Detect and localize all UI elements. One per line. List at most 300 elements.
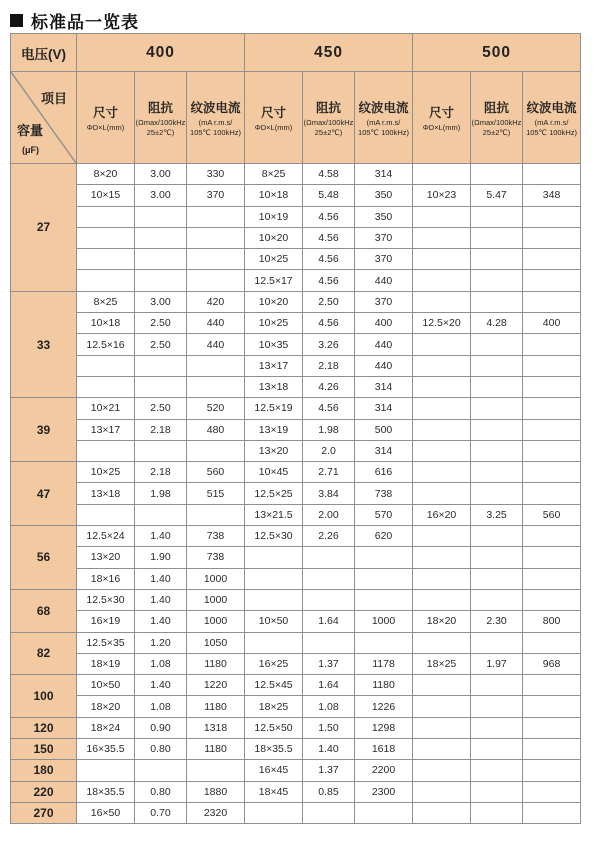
impedance-cell: 2.71 <box>303 462 355 483</box>
impedance-cell: 2.30 <box>471 611 523 632</box>
ripple-cell: 616 <box>355 462 413 483</box>
ripple-cell: 420 <box>187 291 245 312</box>
ripple-cell <box>523 781 581 802</box>
ripple-cell <box>187 249 245 270</box>
impedance-cell <box>135 376 187 397</box>
size-header-450: 尺寸 ΦD×L(mm) <box>245 72 303 164</box>
ripple-cell: 1226 <box>355 696 413 717</box>
impedance-cell <box>135 206 187 227</box>
ripple-cell: 314 <box>355 440 413 461</box>
impedance-cell <box>471 589 523 610</box>
impedance-cell: 1.97 <box>471 653 523 674</box>
size-cell <box>413 675 471 696</box>
size-cell: 12.5×16 <box>77 334 135 355</box>
size-cell <box>413 781 471 802</box>
size-cell: 10×21 <box>77 398 135 419</box>
ripple-cell <box>523 589 581 610</box>
impedance-header-450: 阻抗 (Ωmax/100kHz 25±2℃) <box>303 72 355 164</box>
table-row <box>11 632 581 653</box>
table-row <box>11 206 581 227</box>
ripple-cell: 314 <box>355 164 413 185</box>
capacity-cell: 33 <box>11 291 77 397</box>
impedance-cell: 3.00 <box>135 164 187 185</box>
impedance-cell <box>471 270 523 291</box>
size-cell: 16×20 <box>413 504 471 525</box>
table-row <box>11 717 581 738</box>
ripple-cell: 440 <box>187 334 245 355</box>
size-cell <box>413 547 471 568</box>
impedance-cell: 2.18 <box>135 419 187 440</box>
size-cell <box>245 547 303 568</box>
ripple-cell: 1298 <box>355 717 413 738</box>
capacity-label: 容量 <box>17 123 44 138</box>
impedance-cell: 1.08 <box>135 696 187 717</box>
spec-table-body <box>11 164 581 824</box>
capacity-cell: 39 <box>11 398 77 462</box>
ripple-cell <box>187 440 245 461</box>
impedance-cell: 1.98 <box>303 419 355 440</box>
impedance-cell <box>471 376 523 397</box>
size-cell <box>77 270 135 291</box>
ripple-cell: 1880 <box>187 781 245 802</box>
size-cell: 10×25 <box>77 462 135 483</box>
ripple-cell <box>355 802 413 823</box>
ripple-cell <box>523 462 581 483</box>
impedance-cell: 5.47 <box>471 185 523 206</box>
size-cell <box>77 227 135 248</box>
ripple-cell <box>523 376 581 397</box>
ripple-cell: 1000 <box>187 568 245 589</box>
size-cell <box>413 227 471 248</box>
impedance-cell <box>471 696 523 717</box>
impedance-cell <box>135 227 187 248</box>
ripple-cell: 2320 <box>187 802 245 823</box>
impedance-cell: 1.20 <box>135 632 187 653</box>
ripple-cell <box>523 675 581 696</box>
voltage-label-cell: 电压(V) <box>11 34 77 72</box>
ripple-cell <box>523 440 581 461</box>
ripple-cell: 500 <box>355 419 413 440</box>
ripple-cell: 1000 <box>187 611 245 632</box>
ripple-cell <box>523 270 581 291</box>
table-row <box>11 568 581 589</box>
impedance-cell: 2.0 <box>303 440 355 461</box>
size-cell: 18×35.5 <box>77 781 135 802</box>
table-row <box>11 313 581 334</box>
capacity-cell: 270 <box>11 802 77 823</box>
ripple-cell <box>523 632 581 653</box>
ripple-cell <box>355 568 413 589</box>
impedance-cell: 1.40 <box>135 568 187 589</box>
impedance-cell <box>471 419 523 440</box>
capacity-cell: 56 <box>11 526 77 590</box>
impedance-cell: 2.50 <box>135 313 187 334</box>
ripple-cell: 738 <box>355 483 413 504</box>
ripple-cell: 348 <box>523 185 581 206</box>
impedance-cell <box>471 675 523 696</box>
size-cell <box>77 440 135 461</box>
impedance-cell: 4.26 <box>303 376 355 397</box>
impedance-cell <box>471 334 523 355</box>
ripple-cell: 400 <box>523 313 581 334</box>
ripple-cell <box>187 504 245 525</box>
ripple-cell: 440 <box>355 334 413 355</box>
size-cell <box>413 462 471 483</box>
table-row <box>11 675 581 696</box>
table-row <box>11 696 581 717</box>
impedance-cell <box>303 547 355 568</box>
size-cell <box>413 632 471 653</box>
ripple-cell: 350 <box>355 185 413 206</box>
ripple-cell <box>523 249 581 270</box>
size-cell: 10×25 <box>245 313 303 334</box>
ripple-cell: 738 <box>187 526 245 547</box>
size-cell: 10×50 <box>245 611 303 632</box>
impedance-cell: 4.56 <box>303 313 355 334</box>
capacity-cell: 27 <box>11 164 77 292</box>
size-cell: 12.5×19 <box>245 398 303 419</box>
ripple-cell: 1180 <box>187 696 245 717</box>
capacity-cell: 120 <box>11 717 77 738</box>
size-cell <box>413 419 471 440</box>
ripple-cell: 400 <box>355 313 413 334</box>
size-cell <box>413 249 471 270</box>
size-cell: 18×24 <box>77 717 135 738</box>
ripple-cell: 1618 <box>355 739 413 760</box>
table-row <box>11 547 581 568</box>
size-cell: 8×20 <box>77 164 135 185</box>
ripple-cell <box>187 270 245 291</box>
size-cell: 18×25 <box>245 696 303 717</box>
impedance-cell: 2.50 <box>135 398 187 419</box>
capacity-cell: 180 <box>11 760 77 781</box>
size-cell <box>413 802 471 823</box>
impedance-cell: 4.56 <box>303 206 355 227</box>
size-cell <box>413 739 471 760</box>
ripple-cell: 314 <box>355 376 413 397</box>
capacity-cell: 82 <box>11 632 77 675</box>
table-row <box>11 504 581 525</box>
ripple-cell: 738 <box>187 547 245 568</box>
table-row <box>11 185 581 206</box>
impedance-cell: 4.56 <box>303 270 355 291</box>
size-cell <box>413 270 471 291</box>
table-row <box>11 355 581 376</box>
impedance-cell: 2.00 <box>303 504 355 525</box>
size-cell: 10×20 <box>245 227 303 248</box>
ripple-cell <box>355 547 413 568</box>
ripple-cell <box>355 589 413 610</box>
size-cell <box>413 164 471 185</box>
capacity-unit-label: (μF) <box>22 145 39 155</box>
section-title-text: 标准品一览表 <box>31 13 139 32</box>
impedance-cell: 0.80 <box>135 739 187 760</box>
impedance-cell <box>303 632 355 653</box>
impedance-header-500: 阻抗 (Ωmax/100kHz 25±2℃) <box>471 72 523 164</box>
table-row <box>11 440 581 461</box>
size-cell: 10×50 <box>77 675 135 696</box>
impedance-cell: 1.40 <box>135 611 187 632</box>
ripple-header-400: 纹波电流 (mA r.m.s/ 105℃ 100kHz) <box>187 72 245 164</box>
impedance-cell: 1.98 <box>135 483 187 504</box>
size-cell <box>413 760 471 781</box>
size-cell: 18×20 <box>413 611 471 632</box>
impedance-cell <box>471 398 523 419</box>
ripple-cell: 1180 <box>187 739 245 760</box>
size-cell <box>77 249 135 270</box>
size-cell: 12.5×20 <box>413 313 471 334</box>
ripple-cell <box>523 334 581 355</box>
table-row <box>11 589 581 610</box>
impedance-cell: 0.85 <box>303 781 355 802</box>
impedance-cell <box>471 802 523 823</box>
ripple-cell: 570 <box>355 504 413 525</box>
capacity-cell: 68 <box>11 589 77 632</box>
ripple-cell: 1180 <box>187 653 245 674</box>
ripple-cell: 440 <box>355 270 413 291</box>
impedance-cell <box>303 568 355 589</box>
capacity-cell: 220 <box>11 781 77 802</box>
table-row <box>11 227 581 248</box>
ripple-cell <box>187 760 245 781</box>
size-cell: 12.5×30 <box>77 589 135 610</box>
size-cell: 18×45 <box>245 781 303 802</box>
impedance-cell <box>471 164 523 185</box>
impedance-cell <box>471 547 523 568</box>
ripple-cell: 440 <box>187 313 245 334</box>
ripple-cell <box>523 717 581 738</box>
impedance-cell: 4.56 <box>303 398 355 419</box>
impedance-cell: 3.00 <box>135 185 187 206</box>
size-cell: 16×50 <box>77 802 135 823</box>
ripple-cell <box>523 526 581 547</box>
impedance-cell: 4.56 <box>303 249 355 270</box>
ripple-cell <box>187 206 245 227</box>
ripple-cell: 1000 <box>355 611 413 632</box>
ripple-cell: 1050 <box>187 632 245 653</box>
ripple-cell <box>523 398 581 419</box>
size-cell: 10×18 <box>245 185 303 206</box>
impedance-cell: 3.00 <box>135 291 187 312</box>
impedance-cell: 5.48 <box>303 185 355 206</box>
impedance-cell: 2.26 <box>303 526 355 547</box>
impedance-cell <box>135 270 187 291</box>
size-cell: 18×35.5 <box>245 739 303 760</box>
size-cell: 18×20 <box>77 696 135 717</box>
square-bullet-icon <box>10 14 23 27</box>
size-cell: 13×18 <box>245 376 303 397</box>
ripple-cell: 620 <box>355 526 413 547</box>
impedance-cell <box>471 227 523 248</box>
impedance-cell <box>135 355 187 376</box>
ripple-cell <box>523 227 581 248</box>
impedance-cell: 1.40 <box>303 739 355 760</box>
ripple-cell <box>355 632 413 653</box>
ripple-cell: 370 <box>355 291 413 312</box>
ripple-cell: 2200 <box>355 760 413 781</box>
impedance-cell: 1.64 <box>303 675 355 696</box>
size-cell <box>413 696 471 717</box>
size-cell: 13×18 <box>77 483 135 504</box>
size-cell: 12.5×30 <box>245 526 303 547</box>
column-header-row <box>11 72 581 164</box>
size-cell: 10×25 <box>245 249 303 270</box>
ripple-cell: 330 <box>187 164 245 185</box>
impedance-cell: 1.50 <box>303 717 355 738</box>
impedance-cell <box>471 355 523 376</box>
ripple-cell: 1180 <box>355 675 413 696</box>
impedance-cell <box>471 760 523 781</box>
item-label: 项目 <box>40 91 67 106</box>
impedance-cell: 2.18 <box>135 462 187 483</box>
impedance-cell: 4.28 <box>471 313 523 334</box>
section-title <box>10 8 139 33</box>
size-cell: 12.5×35 <box>77 632 135 653</box>
size-cell: 10×23 <box>413 185 471 206</box>
impedance-cell: 1.37 <box>303 653 355 674</box>
ripple-cell <box>523 419 581 440</box>
ripple-cell: 370 <box>187 185 245 206</box>
ripple-cell: 480 <box>187 419 245 440</box>
table-row <box>11 291 581 312</box>
size-cell <box>77 206 135 227</box>
table-row <box>11 419 581 440</box>
impedance-cell <box>135 440 187 461</box>
table-row <box>11 270 581 291</box>
table-row <box>11 802 581 823</box>
impedance-cell: 0.90 <box>135 717 187 738</box>
size-cell <box>77 760 135 781</box>
voltage-500-cell: 500 <box>413 34 581 72</box>
size-cell <box>413 206 471 227</box>
size-cell <box>413 334 471 355</box>
impedance-cell <box>471 526 523 547</box>
ripple-cell <box>523 568 581 589</box>
ripple-cell <box>187 376 245 397</box>
ripple-header-500: 纹波电流 (mA r.m.s/ 105℃ 100kHz) <box>523 72 581 164</box>
ripple-cell <box>523 291 581 312</box>
size-cell <box>77 355 135 376</box>
impedance-cell: 3.25 <box>471 504 523 525</box>
capacity-cell: 150 <box>11 739 77 760</box>
voltage-header-row <box>11 34 581 72</box>
impedance-cell: 1.90 <box>135 547 187 568</box>
size-cell: 8×25 <box>77 291 135 312</box>
ripple-cell: 1220 <box>187 675 245 696</box>
standard-products-table <box>10 33 581 824</box>
diagonal-line <box>11 72 76 163</box>
ripple-cell: 1000 <box>187 589 245 610</box>
size-cell: 8×25 <box>245 164 303 185</box>
ripple-cell: 350 <box>355 206 413 227</box>
impedance-cell: 1.08 <box>303 696 355 717</box>
ripple-cell <box>187 355 245 376</box>
size-cell: 13×21.5 <box>245 504 303 525</box>
impedance-cell: 1.37 <box>303 760 355 781</box>
impedance-cell <box>471 291 523 312</box>
size-cell <box>245 568 303 589</box>
size-cell: 12.5×45 <box>245 675 303 696</box>
size-cell <box>413 376 471 397</box>
ripple-cell <box>523 739 581 760</box>
ripple-cell <box>523 206 581 227</box>
impedance-cell: 0.80 <box>135 781 187 802</box>
impedance-cell <box>471 739 523 760</box>
table-row <box>11 164 581 185</box>
impedance-header-400: 阻抗 (Ωmax/100kHz 25±2℃) <box>135 72 187 164</box>
impedance-cell <box>303 802 355 823</box>
size-cell: 16×45 <box>245 760 303 781</box>
impedance-cell <box>471 249 523 270</box>
impedance-cell: 3.26 <box>303 334 355 355</box>
size-cell: 10×18 <box>77 313 135 334</box>
size-cell: 10×19 <box>245 206 303 227</box>
size-cell: 13×17 <box>77 419 135 440</box>
impedance-cell <box>471 483 523 504</box>
ripple-cell: 2300 <box>355 781 413 802</box>
size-cell: 18×16 <box>77 568 135 589</box>
impedance-cell: 1.08 <box>135 653 187 674</box>
table-row <box>11 483 581 504</box>
size-cell <box>413 398 471 419</box>
impedance-cell: 4.58 <box>303 164 355 185</box>
table-row <box>11 781 581 802</box>
size-cell: 13×20 <box>77 547 135 568</box>
ripple-cell: 370 <box>355 227 413 248</box>
impedance-cell <box>135 504 187 525</box>
ripple-header-450: 纹波电流 (mA r.m.s/ 105℃ 100kHz) <box>355 72 413 164</box>
ripple-cell: 968 <box>523 653 581 674</box>
impedance-cell <box>471 440 523 461</box>
table-row <box>11 760 581 781</box>
ripple-cell: 1318 <box>187 717 245 738</box>
ripple-cell: 800 <box>523 611 581 632</box>
size-cell <box>413 717 471 738</box>
ripple-cell: 560 <box>187 462 245 483</box>
impedance-cell: 1.40 <box>135 526 187 547</box>
size-cell <box>413 568 471 589</box>
voltage-400-cell: 400 <box>77 34 245 72</box>
size-cell: 10×45 <box>245 462 303 483</box>
ripple-cell <box>187 227 245 248</box>
size-cell: 18×25 <box>413 653 471 674</box>
ripple-cell <box>523 802 581 823</box>
impedance-cell: 2.50 <box>135 334 187 355</box>
size-cell: 16×19 <box>77 611 135 632</box>
size-cell <box>413 526 471 547</box>
table-row <box>11 739 581 760</box>
size-cell <box>77 376 135 397</box>
table-row <box>11 334 581 355</box>
impedance-cell: 1.64 <box>303 611 355 632</box>
impedance-cell <box>303 589 355 610</box>
ripple-cell <box>523 355 581 376</box>
size-cell: 16×35.5 <box>77 739 135 760</box>
impedance-cell <box>135 760 187 781</box>
impedance-cell <box>471 717 523 738</box>
size-cell <box>413 355 471 376</box>
size-cell <box>245 589 303 610</box>
ripple-cell: 370 <box>355 249 413 270</box>
ripple-cell: 515 <box>187 483 245 504</box>
size-cell: 10×35 <box>245 334 303 355</box>
table-row <box>11 376 581 397</box>
impedance-cell <box>471 206 523 227</box>
size-cell <box>245 632 303 653</box>
size-cell: 13×17 <box>245 355 303 376</box>
capacity-cell: 100 <box>11 675 77 718</box>
size-cell: 12.5×24 <box>77 526 135 547</box>
